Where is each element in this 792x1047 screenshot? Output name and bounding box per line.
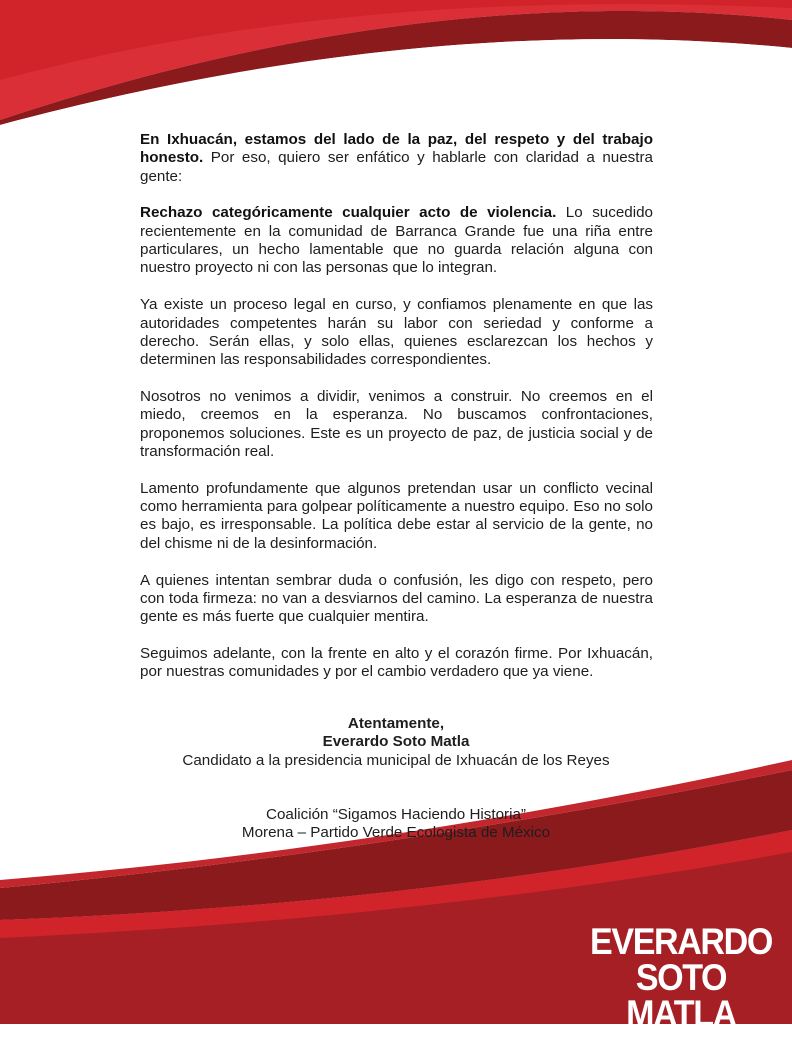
paragraph-1-bold: En Ixhuacán, estamos del lado de la paz, del respeto y del trabajo honesto. — [140, 131, 653, 167]
coalition-parties: Morena – Partido Verde Ecologista de México — [241, 824, 551, 842]
signature-block — [100, 715, 692, 770]
logo-first-name: EVERARDO — [590, 921, 772, 962]
paragraph-2-bold: Rechazo categóricamente cualquier acto de violencia. — [140, 204, 557, 222]
signer-name: Everardo Soto Matla — [322, 733, 470, 751]
paragraph-6: A quienes intentan sembrar duda o confusión, les digo con respeto, pero con toda firmeza: no van a desviarnos del camino. La esperanza de nuestra gente es más fuerte que cualquier mentira. — [140, 571, 653, 626]
closing: Atentamente, — [347, 715, 445, 732]
paragraph-5: Lamento profundamente que algunos pretendan usar un conflicto vecinal como herramienta para golpear políticamente a nuestro equipo. Eso no solo es bajo, es irresponsable. La política debe estar al servicio de la gente, no del chisme ni de la desinformación. — [140, 479, 653, 552]
coalition-name: Coalición “Sigamos Haciendo Historia” — [266, 806, 526, 823]
letter-body — [140, 131, 653, 700]
paragraph-7: Seguimos adelante, con la frente en alto y el corazón firme. Por Ixhuacán, por nuestras comunidades y por el cambio verdadero que ya viene. — [140, 645, 653, 681]
paragraph-1 — [140, 131, 653, 186]
paragraph-3: Ya existe un proceso legal en curso, y confiamos plenamente en que las autoridades competentes harán su labor con seriedad y conforme a derecho. Serán ellas, y solo ellas, quienes esclarezcan los hechos y determinen las responsabilidades correspondientes. — [140, 296, 653, 369]
coalition-block — [100, 806, 692, 843]
candidate-logo — [578, 921, 784, 1047]
paragraph-2 — [140, 204, 653, 277]
signer-role: Candidato a la presidencia municipal de Ixhuacán de los Reyes — [182, 751, 610, 769]
paragraph-1-text: Por eso, quiero ser enfático y hablarle con claridad a nuestra gente: — [140, 149, 653, 185]
logo-last-name: SOTO MATLA — [626, 957, 736, 1034]
paragraph-4: Nosotros no venimos a dividir, venimos a construir. No creemos en el miedo, creemos en la esperanza. No buscamos confrontaciones, proponemos soluciones. Este es un proyecto de paz, de justicia social y de transformación real. — [140, 388, 653, 460]
logo-tagline: IXHUACÁN DE LOS REYES — [588, 1036, 774, 1047]
paragraph-2-text: Lo sucedido recientemente en la comunidad de Barranca Grande fue una riña entre particulares, un hecho lamentable que no guarda relación alguna con nuestro proyecto ni con las personas que lo integran. — [140, 204, 653, 277]
